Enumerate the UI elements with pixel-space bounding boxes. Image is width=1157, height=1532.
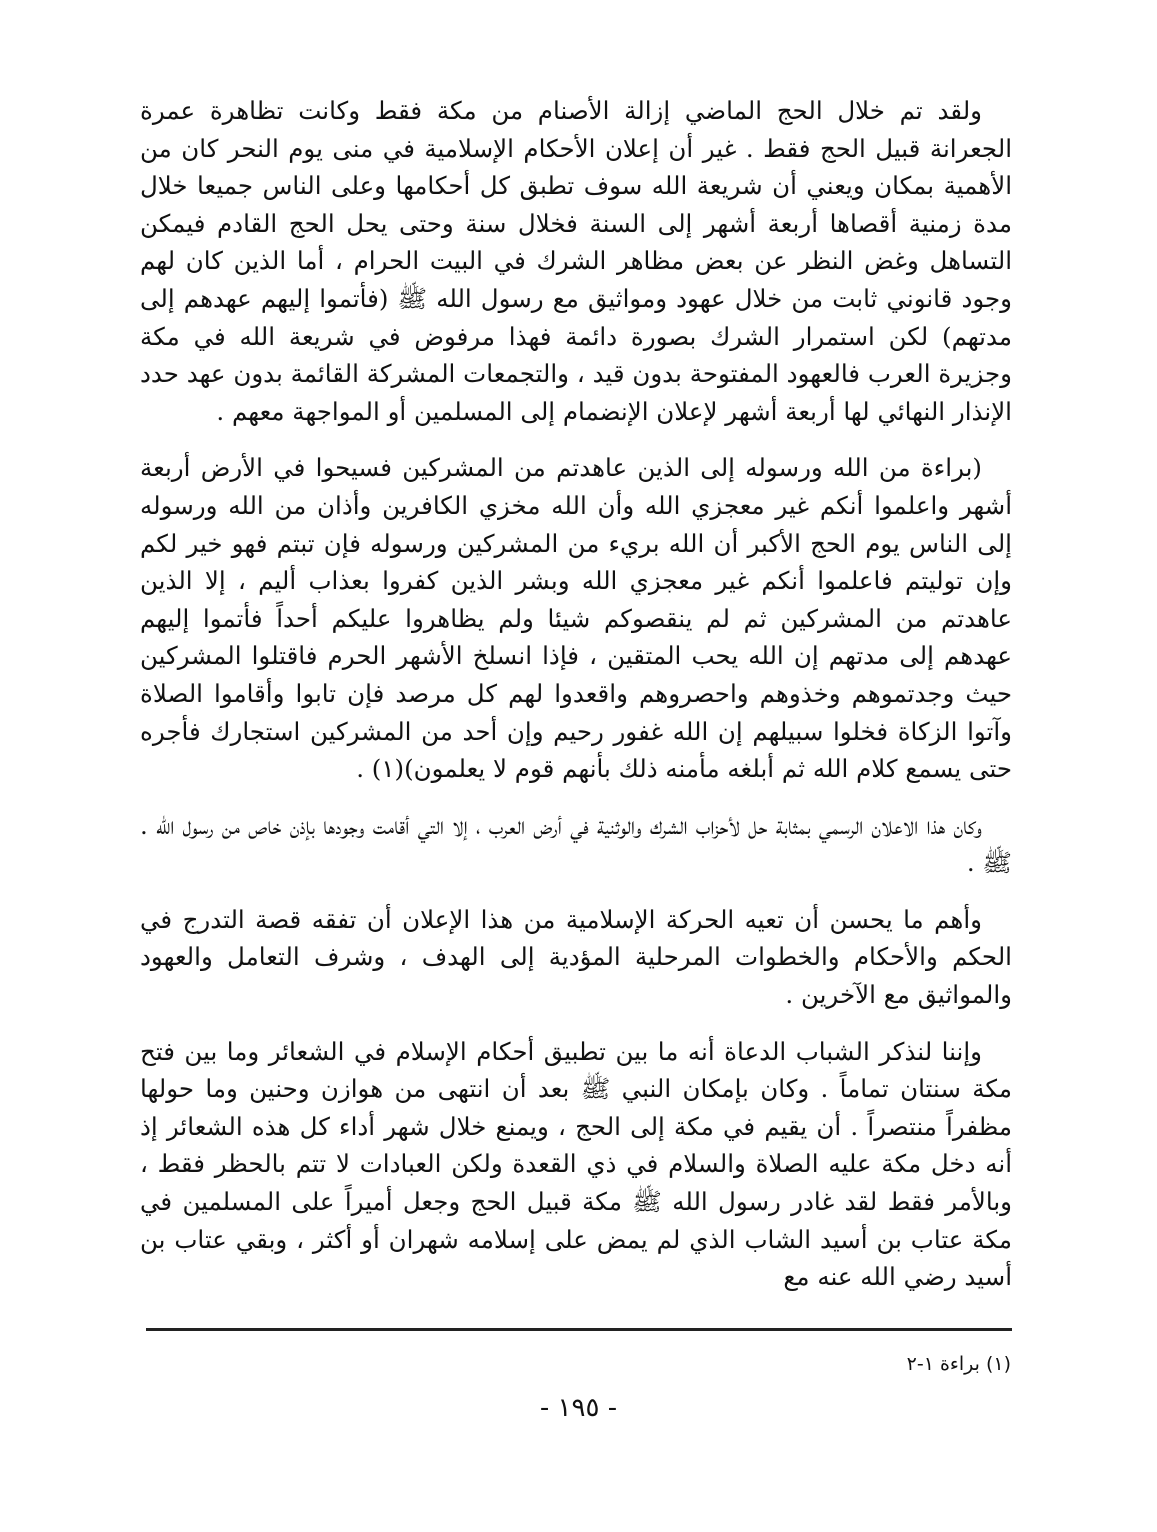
paragraph-official-announcement: وكان هذا الاعلان الرسمي بمثابة حل لأحزاب الشرك والوثنية في أرض العرب ، إلا التي أقامت وجودها بإذن خاص من رسول الله . ﷺ . [140, 810, 1012, 878]
paragraph-islamic-movement: وأهم ما يحسن أن تعيه الحركة الإسلامية من هذا الإعلان أن تفقه قصة التدرج في الحكم والأحكام والخطوات المرحلية المؤدية إلى الهدف ، وشرف التعامل والعهود والمواثيق مع الآخرين . [140, 904, 1012, 1010]
footnote-divider [146, 1328, 1012, 1331]
page-body [140, 92, 1012, 1315]
footnote: (١) براءة ١-٢ [906, 1353, 1011, 1375]
paragraph-hajj-intro: ولقد تم خلال الحج الماضي إزالة الأصنام من مكة فقط وكانت تظاهرة عمرة الجعرانة قبيل الحج فقط . غير أن إعلان الأحكام الإسلامية في منى يوم النحر كان من الأهمية بمكان ويعني أن شريعة الله سوف تطبق كل أحكامها وعلى الناس جميعا خلال مدة زمنية أقصاها أربعة أشهر إلى السنة فخلال سنة وحتى يحل الحج القادم فيمكن التساهل وغض النظر عن بعض مظاهر الشرك في البيت الحرام ، أما الذين كان لهم وجود قانوني ثابت من خلال عهود ومواثيق مع رسول الله ﷺ (فأتموا إليهم عهدهم إلى مدتهم) لكن استمرار الشرك بصورة دائمة فهذا مرفوض في شريعة الله في مكة وجزيرة العرب فالعهود المفتوحة بدون قيد ، والتجمعات المشركة القائمة بدون عهد حدد الإنذار النهائي لها أربعة أشهر لإعلان الإنضمام إلى المسلمين أو المواجهة معهم . [140, 96, 1012, 426]
paragraph-quran-quote: (براءة من الله ورسوله إلى الذين عاهدتم من المشركين فسيحوا في الأرض أربعة أشهر واعلموا أنكم غير معجزي الله وأن الله مخزي الكافرين وأذان من الله ورسوله إلى الناس يوم الحج الأكبر أن الله بريء من المشركين ورسوله فإن تبتم فهو خير لكم وإن توليتم فاعلموا أنكم غير معجزي الله وبشر الذين كفروا بعذاب أليم ، إلا الذين عاهدتم من المشركين ثم لم ينقصوكم شيئا ولم يظاهروا عليكم أحداً فأتموا إليهم عهدهم إلى مدتهم إن الله يحب المتقين ، فإذا انسلخ الأشهر الحرم فاقتلوا المشركين حيث وجدتموهم وخذوهم واحصروهم واقعدوا لهم كل مرصد فإن تابوا وأقاموا الصلاة وآتوا الزكاة فخلوا سبيلهم إن الله غفور رحيم وإن أحد من المشركين استجارك فأجره حتى يسمع كلام الله ثم أبلغه مأمنه ذلك بأنهم قوم لا يعلمون)(١) . [140, 453, 1012, 784]
paragraph-young-preachers: وإننا لنذكر الشباب الدعاة أنه ما بين تطبيق أحكام الإسلام في الشعائر وما بين فتح مكة سنتان تماماً . وكان بإمكان النبي ﷺ بعد أن انتهى من هوازن وحنين وما حولها مظفراً منتصراً . أن يقيم في مكة إلى الحج ، ويمنع خلال شهر أداء كل هذه الشعائر إذ أنه دخل مكة عليه الصلاة والسلام في ذي القعدة ولكن العبادات لا تتم بالحظر فقط ، وبالأمر فقط لقد غادر رسول الله ﷺ مكة قبيل الحج وجعل أميراً على المسلمين في مكة عتاب بن أسيد الشاب الذي لم يمض على إسلامه شهران أو أكثر ، وبقي عتاب بن أسيد رضي الله عنه مع [140, 1036, 1012, 1292]
page-number: - ١٩٥ - [539, 1393, 618, 1423]
